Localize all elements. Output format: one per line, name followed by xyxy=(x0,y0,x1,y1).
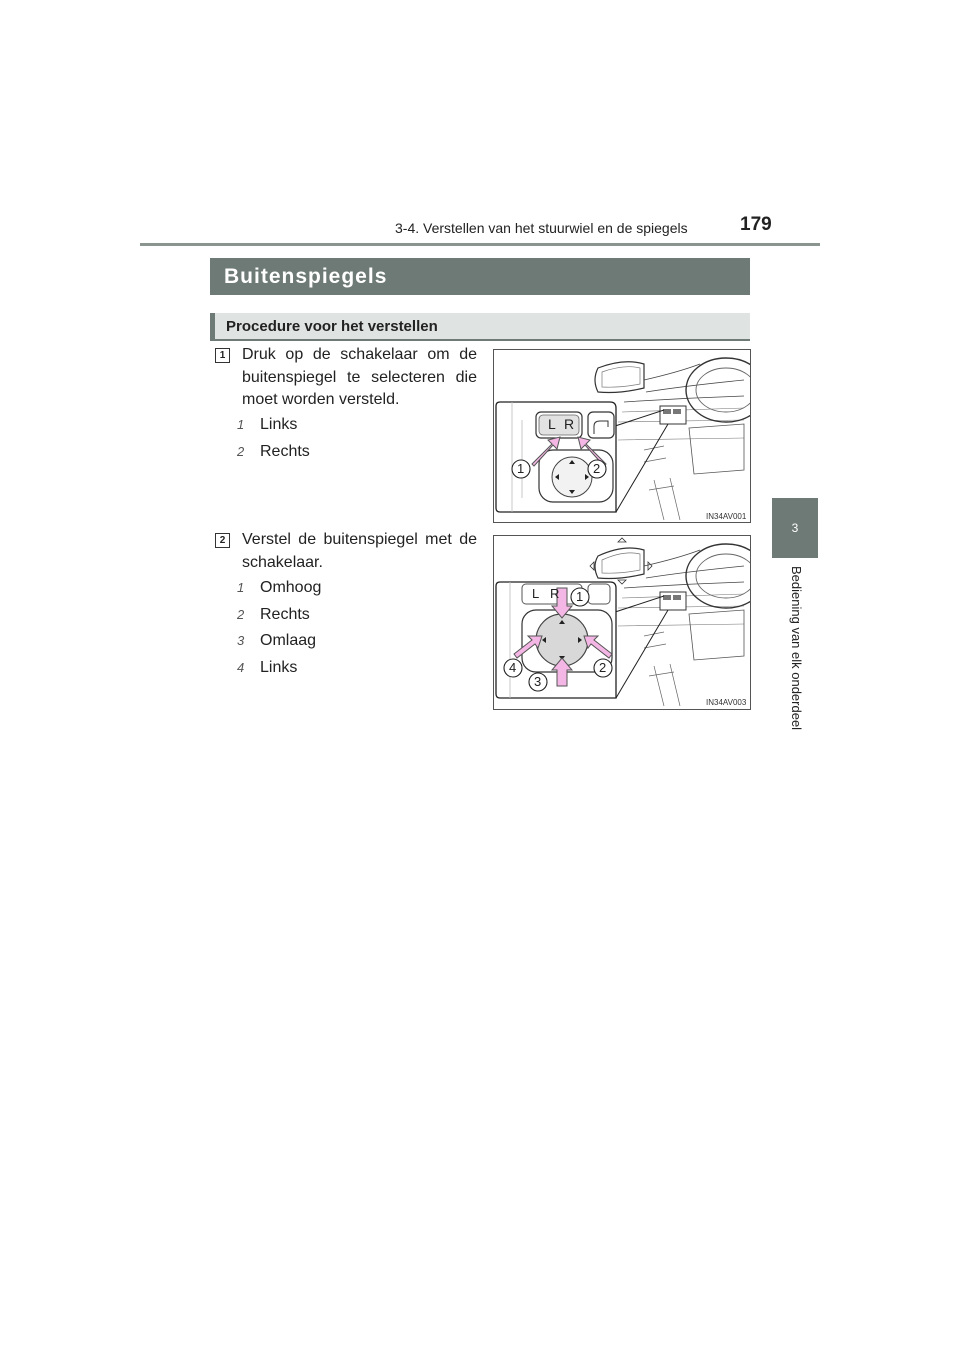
list-item xyxy=(237,632,437,654)
step-2-text: Verstel de buitenspiegel met de schakelaar. xyxy=(242,531,477,571)
figure-label-r: R xyxy=(564,416,575,432)
figure-switch-select xyxy=(493,349,751,523)
figure-label-r: R xyxy=(550,586,560,601)
callout-3: 3 xyxy=(534,674,542,689)
step-number-2: 2 xyxy=(215,533,230,548)
page-number: 179 xyxy=(740,214,772,235)
chapter-title xyxy=(786,566,806,766)
callout-1: 1 xyxy=(517,461,525,476)
list-item xyxy=(237,659,437,681)
figure-code: IN34AV003 xyxy=(706,698,747,707)
item-label: Links xyxy=(260,416,298,433)
list-item xyxy=(237,416,437,438)
callout-2: 2 xyxy=(599,660,607,675)
item-label: Omhoog xyxy=(260,579,322,596)
figure-adjust-mirror xyxy=(493,535,751,710)
chapter-tab[interactable]: 3 xyxy=(772,498,818,558)
list-item xyxy=(237,443,437,465)
item-number: 4 xyxy=(237,660,245,675)
item-number: 1 xyxy=(237,417,245,432)
callout-1: 1 xyxy=(576,589,584,604)
figure-2-drawing xyxy=(494,536,750,709)
section-subtitle: Procedure voor het verstellen xyxy=(210,313,750,341)
step-number-1: 1 xyxy=(215,348,230,363)
list-item xyxy=(237,606,437,628)
list-item xyxy=(237,579,437,601)
figure-label-l: L xyxy=(548,416,556,432)
item-label: Omlaag xyxy=(260,632,317,649)
item-label: Links xyxy=(260,659,298,676)
item-number: 3 xyxy=(237,633,245,648)
callout-2: 2 xyxy=(593,461,601,476)
chapter-title-text: Bediening van elk onderdeel xyxy=(789,566,804,731)
section-title: Buitenspiegels xyxy=(210,258,750,295)
figure-label-l: L xyxy=(532,586,540,601)
figure-code: IN34AV001 xyxy=(706,512,747,521)
item-number: 2 xyxy=(237,444,245,459)
running-header: 3-4. Verstellen van het stuurwiel en de spiegels xyxy=(395,220,688,236)
figure-1-drawing xyxy=(494,350,750,522)
item-number: 1 xyxy=(237,580,245,595)
step-1-text: Druk op de schakelaar om de buitenspiegel te selecteren die moet worden versteld. xyxy=(242,346,477,408)
header-rule xyxy=(140,243,820,246)
callout-4: 4 xyxy=(509,660,517,675)
item-number: 2 xyxy=(237,607,245,622)
item-label: Rechts xyxy=(260,443,310,460)
item-label: Rechts xyxy=(260,606,310,623)
